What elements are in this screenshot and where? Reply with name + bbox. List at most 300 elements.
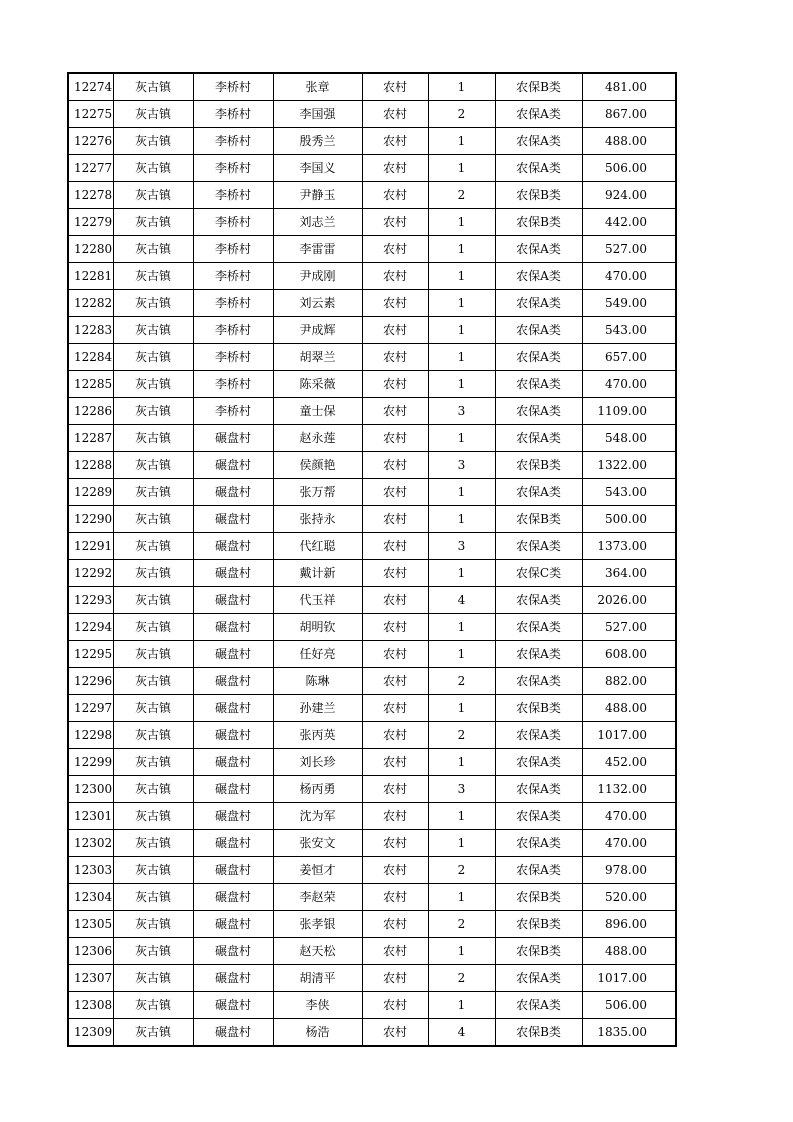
row-id-cell: 12279 (68, 209, 113, 236)
insurance-category-cell: 农保B类 (495, 452, 582, 479)
name-cell: 李国义 (273, 155, 362, 182)
insurance-category-cell: 农保A类 (495, 749, 582, 776)
town-cell: 灰古镇 (113, 641, 193, 668)
area-cell: 农村 (362, 695, 428, 722)
area-cell: 农村 (362, 587, 428, 614)
insurance-category-cell: 农保A类 (495, 128, 582, 155)
row-id-cell: 12301 (68, 803, 113, 830)
household-count-cell: 2 (428, 101, 495, 128)
household-count-cell: 1 (428, 236, 495, 263)
amount-cell: 896.00 (582, 911, 676, 938)
table-row (68, 317, 676, 344)
amount-cell: 488.00 (582, 128, 676, 155)
household-count-cell: 2 (428, 911, 495, 938)
village-cell: 碾盘村 (193, 884, 273, 911)
household-count-cell: 1 (428, 560, 495, 587)
insurance-category-cell: 农保A类 (495, 857, 582, 884)
household-count-cell: 1 (428, 371, 495, 398)
area-cell: 农村 (362, 857, 428, 884)
area-cell: 农村 (362, 506, 428, 533)
amount-cell: 548.00 (582, 425, 676, 452)
area-cell: 农村 (362, 1019, 428, 1047)
name-cell: 刘云素 (273, 290, 362, 317)
amount-cell: 1017.00 (582, 965, 676, 992)
row-id-cell: 12281 (68, 263, 113, 290)
household-count-cell: 1 (428, 479, 495, 506)
table-row (68, 641, 676, 668)
row-id-cell: 12292 (68, 560, 113, 587)
village-cell: 李桥村 (193, 209, 273, 236)
amount-cell: 470.00 (582, 371, 676, 398)
town-cell: 灰古镇 (113, 479, 193, 506)
town-cell: 灰古镇 (113, 398, 193, 425)
area-cell: 农村 (362, 452, 428, 479)
area-cell: 农村 (362, 182, 428, 209)
table-row (68, 290, 676, 317)
table-row (68, 101, 676, 128)
table-row (68, 479, 676, 506)
name-cell: 赵天松 (273, 938, 362, 965)
insurance-category-cell: 农保A类 (495, 614, 582, 641)
area-cell: 农村 (362, 938, 428, 965)
household-count-cell: 1 (428, 209, 495, 236)
village-cell: 碾盘村 (193, 479, 273, 506)
name-cell: 任好亮 (273, 641, 362, 668)
area-cell: 农村 (362, 479, 428, 506)
household-count-cell: 1 (428, 884, 495, 911)
area-cell: 农村 (362, 749, 428, 776)
amount-cell: 924.00 (582, 182, 676, 209)
row-id-cell: 12304 (68, 884, 113, 911)
town-cell: 灰古镇 (113, 73, 193, 101)
town-cell: 灰古镇 (113, 614, 193, 641)
insurance-category-cell: 农保A类 (495, 101, 582, 128)
area-cell: 农村 (362, 533, 428, 560)
village-cell: 碾盘村 (193, 641, 273, 668)
household-count-cell: 4 (428, 587, 495, 614)
area-cell: 农村 (362, 560, 428, 587)
village-cell: 碾盘村 (193, 749, 273, 776)
village-cell: 李桥村 (193, 398, 273, 425)
village-cell: 碾盘村 (193, 452, 273, 479)
household-count-cell: 1 (428, 290, 495, 317)
town-cell: 灰古镇 (113, 560, 193, 587)
household-count-cell: 2 (428, 722, 495, 749)
row-id-cell: 12300 (68, 776, 113, 803)
area-cell: 农村 (362, 263, 428, 290)
household-count-cell: 2 (428, 857, 495, 884)
area-cell: 农村 (362, 101, 428, 128)
name-cell: 陈琳 (273, 668, 362, 695)
area-cell: 农村 (362, 398, 428, 425)
amount-cell: 506.00 (582, 992, 676, 1019)
name-cell: 张安文 (273, 830, 362, 857)
table-row (68, 425, 676, 452)
insurance-category-cell: 农保A类 (495, 830, 582, 857)
table-row (68, 128, 676, 155)
name-cell: 代红聪 (273, 533, 362, 560)
village-cell: 碾盘村 (193, 776, 273, 803)
name-cell: 侯颜艳 (273, 452, 362, 479)
village-cell: 碾盘村 (193, 938, 273, 965)
area-cell: 农村 (362, 290, 428, 317)
amount-cell: 1373.00 (582, 533, 676, 560)
amount-cell: 543.00 (582, 317, 676, 344)
insurance-category-cell: 农保C类 (495, 560, 582, 587)
household-count-cell: 4 (428, 1019, 495, 1047)
row-id-cell: 12277 (68, 155, 113, 182)
table-row (68, 182, 676, 209)
row-id-cell: 12308 (68, 992, 113, 1019)
table-row (68, 803, 676, 830)
insurance-category-cell: 农保A类 (495, 344, 582, 371)
name-cell: 杨浩 (273, 1019, 362, 1047)
amount-cell: 481.00 (582, 73, 676, 101)
row-id-cell: 12275 (68, 101, 113, 128)
table-row (68, 371, 676, 398)
row-id-cell: 12286 (68, 398, 113, 425)
row-id-cell: 12285 (68, 371, 113, 398)
village-cell: 碾盘村 (193, 533, 273, 560)
town-cell: 灰古镇 (113, 452, 193, 479)
insurance-category-cell: 农保A类 (495, 533, 582, 560)
name-cell: 杨丙勇 (273, 776, 362, 803)
insurance-category-cell: 农保A类 (495, 371, 582, 398)
area-cell: 农村 (362, 992, 428, 1019)
village-cell: 碾盘村 (193, 857, 273, 884)
insurance-category-cell: 农保B类 (495, 938, 582, 965)
name-cell: 姜恒才 (273, 857, 362, 884)
table-row (68, 776, 676, 803)
area-cell: 农村 (362, 965, 428, 992)
village-cell: 李桥村 (193, 317, 273, 344)
town-cell: 灰古镇 (113, 911, 193, 938)
town-cell: 灰古镇 (113, 884, 193, 911)
area-cell: 农村 (362, 209, 428, 236)
household-count-cell: 1 (428, 749, 495, 776)
household-count-cell: 1 (428, 992, 495, 1019)
name-cell: 沈为军 (273, 803, 362, 830)
name-cell: 童士保 (273, 398, 362, 425)
row-id-cell: 12284 (68, 344, 113, 371)
table-row (68, 398, 676, 425)
row-id-cell: 12287 (68, 425, 113, 452)
village-cell: 碾盘村 (193, 911, 273, 938)
amount-cell: 882.00 (582, 668, 676, 695)
insurance-category-cell: 农保B类 (495, 209, 582, 236)
name-cell: 代玉祥 (273, 587, 362, 614)
table-row (68, 830, 676, 857)
area-cell: 农村 (362, 911, 428, 938)
village-cell: 碾盘村 (193, 614, 273, 641)
insurance-category-cell: 农保A类 (495, 425, 582, 452)
table-row (68, 722, 676, 749)
row-id-cell: 12276 (68, 128, 113, 155)
row-id-cell: 12288 (68, 452, 113, 479)
name-cell: 胡清平 (273, 965, 362, 992)
village-cell: 碾盘村 (193, 587, 273, 614)
row-id-cell: 12302 (68, 830, 113, 857)
household-count-cell: 3 (428, 776, 495, 803)
insurance-category-cell: 农保B类 (495, 911, 582, 938)
village-cell: 李桥村 (193, 73, 273, 101)
town-cell: 灰古镇 (113, 533, 193, 560)
amount-cell: 452.00 (582, 749, 676, 776)
name-cell: 戴计新 (273, 560, 362, 587)
table-row (68, 533, 676, 560)
name-cell: 张孝银 (273, 911, 362, 938)
amount-cell: 527.00 (582, 236, 676, 263)
village-cell: 碾盘村 (193, 695, 273, 722)
name-cell: 张丙英 (273, 722, 362, 749)
name-cell: 尹成刚 (273, 263, 362, 290)
table-row (68, 506, 676, 533)
town-cell: 灰古镇 (113, 290, 193, 317)
table-row (68, 236, 676, 263)
amount-cell: 470.00 (582, 263, 676, 290)
table-body (68, 73, 676, 1046)
village-cell: 李桥村 (193, 236, 273, 263)
insurance-category-cell: 农保B类 (495, 695, 582, 722)
village-cell: 碾盘村 (193, 425, 273, 452)
amount-cell: 1835.00 (582, 1019, 676, 1047)
town-cell: 灰古镇 (113, 209, 193, 236)
row-id-cell: 12294 (68, 614, 113, 641)
town-cell: 灰古镇 (113, 425, 193, 452)
household-count-cell: 3 (428, 398, 495, 425)
amount-cell: 657.00 (582, 344, 676, 371)
village-cell: 李桥村 (193, 344, 273, 371)
table-row (68, 938, 676, 965)
name-cell: 胡明钦 (273, 614, 362, 641)
town-cell: 灰古镇 (113, 1019, 193, 1047)
amount-cell: 867.00 (582, 101, 676, 128)
village-cell: 碾盘村 (193, 1019, 273, 1047)
household-count-cell: 1 (428, 938, 495, 965)
name-cell: 张章 (273, 73, 362, 101)
table-row (68, 668, 676, 695)
name-cell: 李赵荣 (273, 884, 362, 911)
row-id-cell: 12283 (68, 317, 113, 344)
name-cell: 尹成辉 (273, 317, 362, 344)
village-cell: 李桥村 (193, 290, 273, 317)
household-count-cell: 3 (428, 452, 495, 479)
insurance-category-cell: 农保B类 (495, 506, 582, 533)
town-cell: 灰古镇 (113, 803, 193, 830)
name-cell: 张持永 (273, 506, 362, 533)
area-cell: 农村 (362, 803, 428, 830)
row-id-cell: 12290 (68, 506, 113, 533)
household-count-cell: 1 (428, 506, 495, 533)
table-row (68, 209, 676, 236)
town-cell: 灰古镇 (113, 992, 193, 1019)
town-cell: 灰古镇 (113, 965, 193, 992)
row-id-cell: 12309 (68, 1019, 113, 1047)
name-cell: 刘长珍 (273, 749, 362, 776)
amount-cell: 543.00 (582, 479, 676, 506)
amount-cell: 608.00 (582, 641, 676, 668)
area-cell: 农村 (362, 425, 428, 452)
village-cell: 碾盘村 (193, 506, 273, 533)
insurance-category-cell: 农保A类 (495, 965, 582, 992)
row-id-cell: 12289 (68, 479, 113, 506)
name-cell: 刘志兰 (273, 209, 362, 236)
town-cell: 灰古镇 (113, 587, 193, 614)
table-row (68, 587, 676, 614)
household-count-cell: 1 (428, 263, 495, 290)
area-cell: 农村 (362, 73, 428, 101)
area-cell: 农村 (362, 641, 428, 668)
benefit-roster-table (67, 72, 677, 1047)
town-cell: 灰古镇 (113, 695, 193, 722)
area-cell: 农村 (362, 155, 428, 182)
area-cell: 农村 (362, 236, 428, 263)
village-cell: 李桥村 (193, 263, 273, 290)
row-id-cell: 12307 (68, 965, 113, 992)
town-cell: 灰古镇 (113, 101, 193, 128)
amount-cell: 549.00 (582, 290, 676, 317)
table-row (68, 73, 676, 101)
town-cell: 灰古镇 (113, 182, 193, 209)
town-cell: 灰古镇 (113, 938, 193, 965)
household-count-cell: 2 (428, 668, 495, 695)
name-cell: 殷秀兰 (273, 128, 362, 155)
town-cell: 灰古镇 (113, 236, 193, 263)
household-count-cell: 2 (428, 965, 495, 992)
town-cell: 灰古镇 (113, 317, 193, 344)
village-cell: 碾盘村 (193, 803, 273, 830)
village-cell: 李桥村 (193, 155, 273, 182)
amount-cell: 1109.00 (582, 398, 676, 425)
table-row (68, 857, 676, 884)
name-cell: 陈采薇 (273, 371, 362, 398)
table-row (68, 992, 676, 1019)
town-cell: 灰古镇 (113, 668, 193, 695)
insurance-category-cell: 农保A类 (495, 803, 582, 830)
row-id-cell: 12282 (68, 290, 113, 317)
amount-cell: 1017.00 (582, 722, 676, 749)
town-cell: 灰古镇 (113, 776, 193, 803)
area-cell: 农村 (362, 128, 428, 155)
area-cell: 农村 (362, 668, 428, 695)
row-id-cell: 12295 (68, 641, 113, 668)
village-cell: 碾盘村 (193, 830, 273, 857)
household-count-cell: 1 (428, 73, 495, 101)
area-cell: 农村 (362, 830, 428, 857)
village-cell: 碾盘村 (193, 722, 273, 749)
insurance-category-cell: 农保B类 (495, 182, 582, 209)
household-count-cell: 1 (428, 830, 495, 857)
row-id-cell: 12296 (68, 668, 113, 695)
area-cell: 农村 (362, 317, 428, 344)
insurance-category-cell: 农保A类 (495, 722, 582, 749)
name-cell: 张万帮 (273, 479, 362, 506)
insurance-category-cell: 农保A类 (495, 641, 582, 668)
row-id-cell: 12291 (68, 533, 113, 560)
insurance-category-cell: 农保A类 (495, 668, 582, 695)
village-cell: 李桥村 (193, 182, 273, 209)
household-count-cell: 1 (428, 803, 495, 830)
town-cell: 灰古镇 (113, 722, 193, 749)
row-id-cell: 12298 (68, 722, 113, 749)
amount-cell: 506.00 (582, 155, 676, 182)
village-cell: 李桥村 (193, 101, 273, 128)
table-row (68, 749, 676, 776)
row-id-cell: 12297 (68, 695, 113, 722)
table-row (68, 263, 676, 290)
name-cell: 尹静玉 (273, 182, 362, 209)
area-cell: 农村 (362, 371, 428, 398)
amount-cell: 978.00 (582, 857, 676, 884)
amount-cell: 527.00 (582, 614, 676, 641)
insurance-category-cell: 农保A类 (495, 155, 582, 182)
row-id-cell: 12280 (68, 236, 113, 263)
row-id-cell: 12293 (68, 587, 113, 614)
insurance-category-cell: 农保B类 (495, 884, 582, 911)
town-cell: 灰古镇 (113, 749, 193, 776)
table-row (68, 884, 676, 911)
household-count-cell: 1 (428, 317, 495, 344)
amount-cell: 2026.00 (582, 587, 676, 614)
town-cell: 灰古镇 (113, 155, 193, 182)
name-cell: 孙建兰 (273, 695, 362, 722)
row-id-cell: 12306 (68, 938, 113, 965)
row-id-cell: 12305 (68, 911, 113, 938)
table-row (68, 560, 676, 587)
row-id-cell: 12303 (68, 857, 113, 884)
insurance-category-cell: 农保A类 (495, 290, 582, 317)
town-cell: 灰古镇 (113, 506, 193, 533)
town-cell: 灰古镇 (113, 857, 193, 884)
row-id-cell: 12299 (68, 749, 113, 776)
insurance-category-cell: 农保A类 (495, 398, 582, 425)
insurance-category-cell: 农保A类 (495, 587, 582, 614)
table-row (68, 1019, 676, 1047)
household-count-cell: 2 (428, 182, 495, 209)
village-cell: 碾盘村 (193, 560, 273, 587)
table-row (68, 155, 676, 182)
table-row (68, 911, 676, 938)
household-count-cell: 1 (428, 695, 495, 722)
area-cell: 农村 (362, 344, 428, 371)
insurance-category-cell: 农保A类 (495, 263, 582, 290)
amount-cell: 488.00 (582, 695, 676, 722)
village-cell: 李桥村 (193, 371, 273, 398)
area-cell: 农村 (362, 776, 428, 803)
town-cell: 灰古镇 (113, 344, 193, 371)
table-row (68, 452, 676, 479)
amount-cell: 520.00 (582, 884, 676, 911)
village-cell: 李桥村 (193, 128, 273, 155)
name-cell: 赵永莲 (273, 425, 362, 452)
town-cell: 灰古镇 (113, 830, 193, 857)
amount-cell: 1322.00 (582, 452, 676, 479)
household-count-cell: 1 (428, 425, 495, 452)
insurance-category-cell: 农保A类 (495, 236, 582, 263)
village-cell: 碾盘村 (193, 965, 273, 992)
amount-cell: 442.00 (582, 209, 676, 236)
row-id-cell: 12274 (68, 73, 113, 101)
insurance-category-cell: 农保A类 (495, 317, 582, 344)
village-cell: 碾盘村 (193, 668, 273, 695)
town-cell: 灰古镇 (113, 371, 193, 398)
household-count-cell: 1 (428, 641, 495, 668)
insurance-category-cell: 农保A类 (495, 479, 582, 506)
name-cell: 李侠 (273, 992, 362, 1019)
insurance-category-cell: 农保A类 (495, 776, 582, 803)
table-row (68, 614, 676, 641)
town-cell: 灰古镇 (113, 263, 193, 290)
